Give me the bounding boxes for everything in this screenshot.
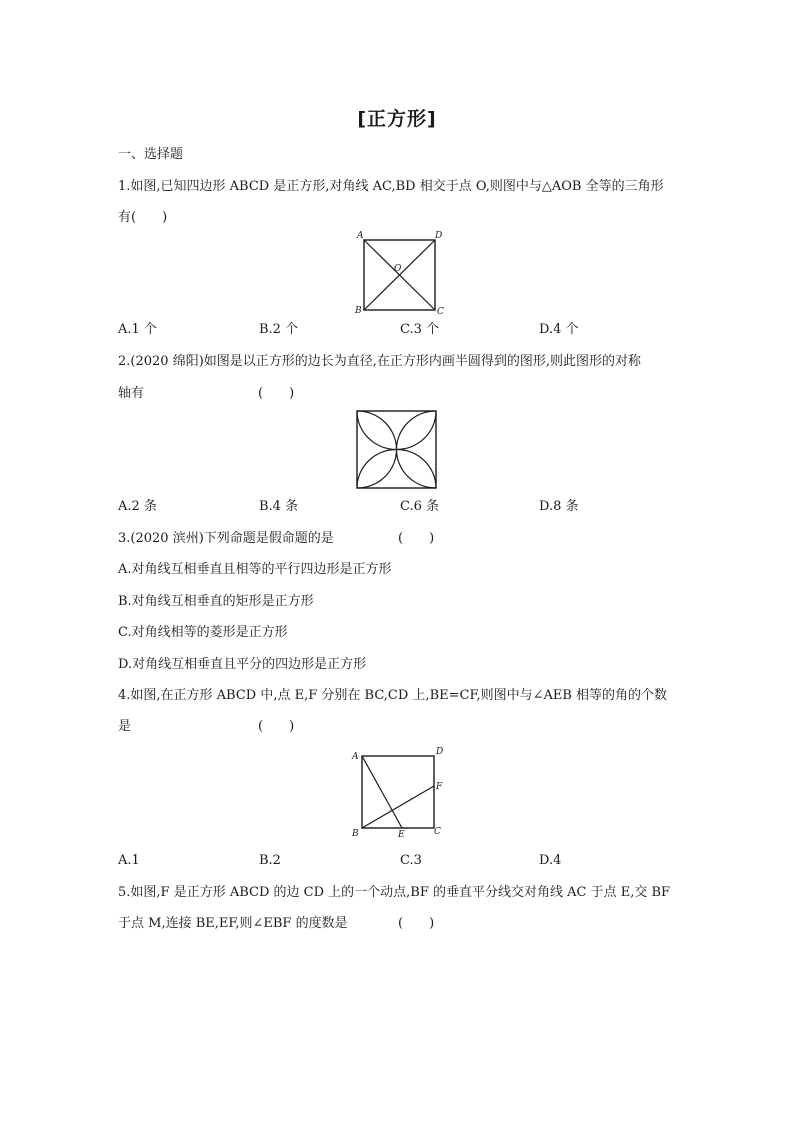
q2-option-c: C.6 条 [400, 499, 440, 514]
q4-option-a: A.1 [118, 853, 140, 868]
section-heading: 一、选择题 [118, 147, 184, 162]
q4-label-d: D [436, 747, 444, 757]
q3-stem [118, 530, 435, 548]
q2-option-d: D.8 条 [539, 499, 579, 514]
q5-stem-line2 [118, 915, 435, 933]
q2-stem-text: 轴有 [118, 386, 145, 401]
q1-option-b: B.2 个 [259, 322, 299, 337]
q4-figure [348, 744, 448, 844]
q2-option-a: A.2 条 [118, 499, 157, 514]
q1-label-b: B [355, 306, 362, 316]
q3-option-d: D.对角线互相垂直且平分的四边形是正方形 [118, 657, 367, 672]
q5-answer-paren: ( ) [398, 916, 435, 931]
q1-option-c: C.3 个 [400, 322, 440, 337]
q2-answer-paren: ( ) [258, 386, 295, 401]
q5-stem-text: 于点 M,连接 BE,EF,则∠EBF 的度数是 [118, 916, 348, 931]
q2-options [118, 498, 598, 516]
q4-label-a: A [352, 752, 359, 762]
q1-figure [352, 228, 447, 320]
q1-stem-line2: 有( ) [118, 210, 168, 225]
q2-stem-line2 [118, 385, 295, 403]
q4-segment-ae [362, 756, 402, 828]
q5-stem-line1: 5.如图,F 是正方形 ABCD 的边 CD 上的一个动点,BF 的垂直平分线交对角线 AC 于点 E,交 BF [118, 885, 671, 900]
q2-figure [356, 410, 438, 494]
q1-label-d: D [435, 231, 443, 241]
q4-option-d: D.4 [539, 853, 562, 868]
q4-option-c: C.3 [400, 853, 422, 868]
q2-stem-line1: 2.(2020 绵阳)如图是以正方形的边长为直径,在正方形内画半圆得到的图形,则此图形的对称 [118, 354, 642, 369]
q4-stem-text: 是 [118, 719, 132, 734]
q3-option-a: A.对角线互相垂直且相等的平行四边形是正方形 [118, 562, 392, 577]
q4-options [118, 852, 598, 870]
q1-label-o: O [394, 264, 402, 274]
q4-option-b: B.2 [259, 853, 281, 868]
q1-stem-line1: 1.如图,已知四边形 ABCD 是正方形,对角线 AC,BD 相交于点 O,则图中与△AOB 全等的三角形 [118, 179, 664, 194]
q4-stem-line1: 4.如图,在正方形 ABCD 中,点 E,F 分别在 BC,CD 上,BE=CF,则图中与∠AEB 相等的角的个数 [118, 688, 668, 703]
q3-stem-text: 3.(2020 滨州)下列命题是假命题的是 [118, 531, 334, 546]
q1-option-a: A.1 个 [118, 322, 157, 337]
q1-label-c: C [437, 307, 444, 316]
q2-option-b: B.4 条 [259, 499, 299, 514]
q3-option-b: B.对角线互相垂直的矩形是正方形 [118, 594, 314, 609]
q4-label-e: E [398, 830, 405, 840]
page-title: [正方形] [357, 108, 437, 130]
q4-label-f: F [436, 782, 443, 792]
q4-answer-paren: ( ) [258, 719, 295, 734]
q3-answer-paren: ( ) [398, 531, 435, 546]
q3-option-c: C.对角线相等的菱形是正方形 [118, 625, 288, 640]
q1-option-d: D.4 个 [539, 322, 579, 337]
q4-label-b: B [352, 829, 359, 839]
q4-label-c: C [434, 827, 441, 837]
q1-options [118, 321, 598, 339]
q4-stem-line2 [118, 718, 295, 736]
q1-label-a: A [357, 231, 364, 241]
